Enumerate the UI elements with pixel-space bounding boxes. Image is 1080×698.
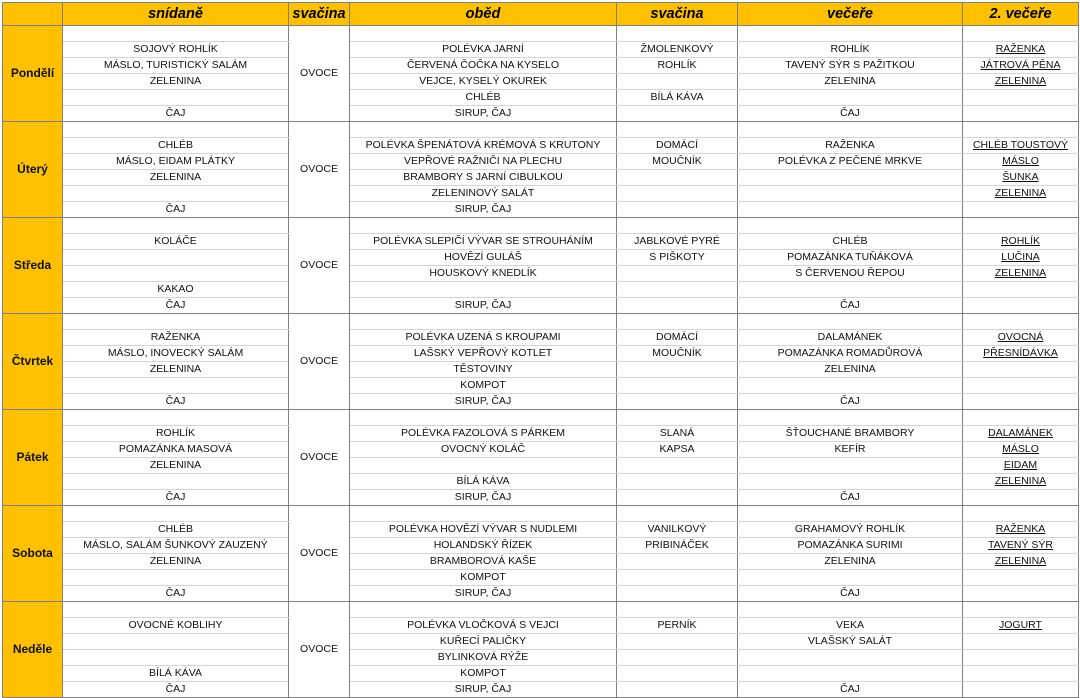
cell-snidane	[63, 474, 289, 490]
table-row	[3, 666, 1079, 682]
cell-vecere: ZELENINA	[738, 74, 963, 90]
cell-svacina-2	[617, 458, 738, 474]
table-row	[3, 26, 1079, 42]
table-row	[3, 538, 1079, 554]
cell-obed	[350, 458, 617, 474]
table-row	[3, 266, 1079, 282]
cell-snidane: MÁSLO, INOVECKÝ SALÁM	[63, 346, 289, 362]
cell-vecere: ČAJ	[738, 106, 963, 122]
cell-svacina-2	[617, 170, 738, 186]
cell-vecere: S ČERVENOU ŘEPOU	[738, 266, 963, 282]
header-obed: oběd	[350, 3, 617, 26]
cell-vecere: ČAJ	[738, 586, 963, 602]
cell-vecere	[738, 410, 963, 426]
cell-svacina-2: KAPSA	[617, 442, 738, 458]
table-row	[3, 378, 1079, 394]
cell-vecere: ČAJ	[738, 490, 963, 506]
cell-druha-vecere-text: OVOCNÁ	[997, 331, 1044, 343]
cell-svacina-2	[617, 362, 738, 378]
cell-snidane: CHLÉB	[63, 522, 289, 538]
table-row	[3, 138, 1079, 154]
cell-svacina-2: BÍLÁ KÁVA	[617, 90, 738, 106]
cell-obed: POLÉVKA HOVĚZÍ VÝVAR S NUDLEMI	[350, 522, 617, 538]
cell-druha-vecere-text: DALAMÁNEK	[988, 427, 1053, 439]
cell-vecere: ČAJ	[738, 298, 963, 314]
cell-obed: KOMPOT	[350, 378, 617, 394]
cell-vecere	[738, 570, 963, 586]
cell-svacina-2: S PIŠKOTY	[617, 250, 738, 266]
cell-svacina-2	[617, 378, 738, 394]
cell-druha-vecere	[963, 234, 1079, 250]
cell-snidane: ZELENINA	[63, 170, 289, 186]
cell-vecere	[738, 378, 963, 394]
cell-vecere	[738, 186, 963, 202]
cell-snidane: MÁSLO, TURISTICKÝ SALÁM	[63, 58, 289, 74]
cell-svacina-1: OVOCE	[289, 218, 350, 314]
cell-druha-vecere	[963, 26, 1079, 42]
cell-svacina-2: MOUČNÍK	[617, 154, 738, 170]
cell-obed: VEJCE, KYSELÝ OKUREK	[350, 74, 617, 90]
table-row	[3, 314, 1079, 330]
table-row	[3, 282, 1079, 298]
cell-obed: CHLÉB	[350, 90, 617, 106]
cell-obed: SIRUP, ČAJ	[350, 202, 617, 218]
cell-snidane: MÁSLO, EIDAM PLÁTKY	[63, 154, 289, 170]
cell-svacina-2	[617, 74, 738, 90]
cell-druha-vecere	[963, 554, 1079, 570]
cell-svacina-2	[617, 122, 738, 138]
cell-druha-vecere	[963, 426, 1079, 442]
cell-vecere	[738, 458, 963, 474]
cell-snidane	[63, 570, 289, 586]
cell-vecere	[738, 170, 963, 186]
cell-druha-vecere	[963, 682, 1079, 698]
cell-svacina-2	[617, 634, 738, 650]
cell-obed: BRAMBORY S JARNÍ CIBULKOU	[350, 170, 617, 186]
cell-snidane: ČAJ	[63, 490, 289, 506]
cell-druha-vecere-text: ZELENINA	[994, 187, 1047, 199]
cell-svacina-2: PERNÍK	[617, 618, 738, 634]
table-row	[3, 650, 1079, 666]
cell-druha-vecere-text: ŠUNKA	[1002, 171, 1039, 183]
table-row	[3, 602, 1079, 618]
day-name: Pátek	[3, 410, 63, 506]
cell-svacina-2: MOUČNÍK	[617, 346, 738, 362]
cell-druha-vecere-text: ROHLÍK	[1000, 235, 1041, 247]
cell-obed: POLÉVKA VLOČKOVÁ S VEJCI	[350, 618, 617, 634]
day-name: Úterý	[3, 122, 63, 218]
table-row	[3, 586, 1079, 602]
cell-obed	[350, 218, 617, 234]
table-row	[3, 522, 1079, 538]
cell-svacina-2	[617, 314, 738, 330]
cell-snidane: MÁSLO, SALÁM ŠUNKOVÝ ZAUZENÝ	[63, 538, 289, 554]
cell-obed: ČERVENÁ ČOČKA NA KYSELO	[350, 58, 617, 74]
cell-druha-vecere	[963, 410, 1079, 426]
header-svacina-1: svačina	[289, 3, 350, 26]
cell-vecere	[738, 122, 963, 138]
weekly-menu-table	[2, 2, 1079, 698]
cell-snidane: CHLÉB	[63, 138, 289, 154]
cell-obed: HOLANDSKÝ ŘÍZEK	[350, 538, 617, 554]
table-row	[3, 458, 1079, 474]
cell-vecere: TAVENÝ SÝR S PAŽITKOU	[738, 58, 963, 74]
cell-druha-vecere	[963, 634, 1079, 650]
cell-druha-vecere-text: MÁSLO	[1002, 155, 1039, 167]
table-row	[3, 106, 1079, 122]
cell-svacina-2	[617, 666, 738, 682]
cell-vecere: ROHLÍK	[738, 42, 963, 58]
cell-druha-vecere-text: TAVENÝ SÝR	[988, 539, 1053, 551]
cell-svacina-2: PRIBINÁČEK	[617, 538, 738, 554]
cell-snidane	[63, 218, 289, 234]
cell-vecere: POLÉVKA Z PEČENÉ MRKVE	[738, 154, 963, 170]
cell-druha-vecere-text: PŘESNÍDÁVKA	[983, 347, 1058, 359]
cell-svacina-2: DOMÁCÍ	[617, 330, 738, 346]
table-row	[3, 330, 1079, 346]
cell-druha-vecere	[963, 74, 1079, 90]
cell-obed: KOMPOT	[350, 666, 617, 682]
cell-snidane: OVOCNÉ KOBLIHY	[63, 618, 289, 634]
cell-snidane	[63, 90, 289, 106]
table-row	[3, 298, 1079, 314]
cell-vecere: POMAZÁNKA TUŇÁKOVÁ	[738, 250, 963, 266]
table-row	[3, 74, 1079, 90]
cell-druha-vecere	[963, 58, 1079, 74]
cell-druha-vecere-text: ZELENINA	[994, 267, 1047, 279]
cell-svacina-2	[617, 490, 738, 506]
cell-druha-vecere	[963, 218, 1079, 234]
cell-druha-vecere	[963, 42, 1079, 58]
cell-obed: SIRUP, ČAJ	[350, 586, 617, 602]
cell-svacina-2: DOMÁCÍ	[617, 138, 738, 154]
table-row	[3, 506, 1079, 522]
cell-snidane	[63, 266, 289, 282]
cell-snidane: KAKAO	[63, 282, 289, 298]
cell-obed	[350, 314, 617, 330]
cell-vecere: KEFÍR	[738, 442, 963, 458]
cell-svacina-2	[617, 650, 738, 666]
cell-svacina-2	[617, 570, 738, 586]
cell-druha-vecere-text: JÁTROVÁ PĚNA	[980, 59, 1061, 71]
cell-vecere: ČAJ	[738, 394, 963, 410]
cell-druha-vecere-text: RAŽENKA	[995, 523, 1046, 535]
table-row	[3, 426, 1079, 442]
table-row	[3, 234, 1079, 250]
cell-druha-vecere	[963, 538, 1079, 554]
cell-druha-vecere-text: MÁSLO	[1002, 443, 1039, 455]
cell-obed	[350, 122, 617, 138]
table-row	[3, 202, 1079, 218]
cell-obed: VEPŘOVÉ RAŽNIČI NA PLECHU	[350, 154, 617, 170]
cell-snidane: RAŽENKA	[63, 330, 289, 346]
cell-snidane: ČAJ	[63, 682, 289, 698]
cell-vecere	[738, 650, 963, 666]
cell-vecere	[738, 506, 963, 522]
header-snidane: snídaně	[63, 3, 289, 26]
header-blank	[3, 3, 63, 26]
table-row	[3, 218, 1079, 234]
table-row	[3, 42, 1079, 58]
cell-druha-vecere	[963, 106, 1079, 122]
cell-svacina-1: OVOCE	[289, 602, 350, 698]
cell-obed: POLÉVKA JARNÍ	[350, 42, 617, 58]
cell-druha-vecere	[963, 522, 1079, 538]
cell-druha-vecere	[963, 378, 1079, 394]
cell-snidane: KOLÁČE	[63, 234, 289, 250]
cell-druha-vecere	[963, 346, 1079, 362]
cell-druha-vecere	[963, 602, 1079, 618]
cell-svacina-2	[617, 554, 738, 570]
cell-druha-vecere	[963, 202, 1079, 218]
cell-svacina-2	[617, 26, 738, 42]
cell-obed	[350, 410, 617, 426]
cell-vecere: ZELENINA	[738, 554, 963, 570]
cell-druha-vecere-text: LUČINA	[1001, 251, 1040, 263]
cell-snidane	[63, 506, 289, 522]
cell-vecere: VLAŠSKÝ SALÁT	[738, 634, 963, 650]
cell-vecere	[738, 90, 963, 106]
cell-obed: HOUSKOVÝ KNEDLÍK	[350, 266, 617, 282]
cell-druha-vecere	[963, 490, 1079, 506]
cell-druha-vecere	[963, 250, 1079, 266]
cell-obed: LAŠSKÝ VEPŘOVÝ KOTLET	[350, 346, 617, 362]
cell-druha-vecere	[963, 282, 1079, 298]
cell-svacina-2: JABLKOVÉ PYRÉ	[617, 234, 738, 250]
cell-obed: SIRUP, ČAJ	[350, 394, 617, 410]
cell-druha-vecere	[963, 442, 1079, 458]
table-row	[3, 186, 1079, 202]
cell-svacina-1: OVOCE	[289, 314, 350, 410]
cell-svacina-2	[617, 586, 738, 602]
cell-vecere: POMAZÁNKA ROMADŮROVÁ	[738, 346, 963, 362]
cell-snidane: ZELENINA	[63, 554, 289, 570]
cell-obed: POLÉVKA FAZOLOVÁ S PÁRKEM	[350, 426, 617, 442]
cell-druha-vecere	[963, 650, 1079, 666]
table-row	[3, 122, 1079, 138]
cell-druha-vecere	[963, 186, 1079, 202]
cell-obed: SIRUP, ČAJ	[350, 298, 617, 314]
table-row	[3, 90, 1079, 106]
cell-druha-vecere	[963, 154, 1079, 170]
cell-druha-vecere-text: ZELENINA	[994, 75, 1047, 87]
cell-druha-vecere	[963, 314, 1079, 330]
table-row	[3, 682, 1079, 698]
cell-snidane	[63, 186, 289, 202]
cell-svacina-2	[617, 394, 738, 410]
cell-druha-vecere	[963, 122, 1079, 138]
cell-obed: POLÉVKA ŠPENÁTOVÁ KRÉMOVÁ S KRUTONY	[350, 138, 617, 154]
cell-obed: SIRUP, ČAJ	[350, 682, 617, 698]
table-row	[3, 250, 1079, 266]
header-druha-vecere: 2. večeře	[963, 3, 1079, 26]
cell-obed: KOMPOT	[350, 570, 617, 586]
cell-vecere	[738, 314, 963, 330]
cell-snidane: ČAJ	[63, 202, 289, 218]
cell-obed	[350, 26, 617, 42]
cell-druha-vecere-text: ZELENINA	[994, 555, 1047, 567]
cell-vecere: ŠŤOUCHANÉ BRAMBORY	[738, 426, 963, 442]
cell-obed	[350, 282, 617, 298]
cell-obed: OVOCNÝ KOLÁČ	[350, 442, 617, 458]
table-row	[3, 570, 1079, 586]
cell-druha-vecere	[963, 170, 1079, 186]
cell-snidane	[63, 602, 289, 618]
cell-svacina-2	[617, 282, 738, 298]
cell-snidane: ČAJ	[63, 298, 289, 314]
cell-svacina-2	[617, 106, 738, 122]
cell-svacina-2: ROHLÍK	[617, 58, 738, 74]
cell-svacina-2	[617, 218, 738, 234]
cell-svacina-2: SLANÁ	[617, 426, 738, 442]
cell-druha-vecere	[963, 458, 1079, 474]
cell-obed: BYLINKOVÁ RÝŽE	[350, 650, 617, 666]
cell-druha-vecere	[963, 138, 1079, 154]
table-row	[3, 490, 1079, 506]
cell-svacina-2	[617, 474, 738, 490]
cell-vecere: VEKA	[738, 618, 963, 634]
cell-snidane	[63, 122, 289, 138]
table-row	[3, 154, 1079, 170]
cell-druha-vecere-text: CHLÉB TOUSTOVÝ	[972, 139, 1069, 151]
cell-druha-vecere	[963, 330, 1079, 346]
cell-snidane: ZELENINA	[63, 74, 289, 90]
cell-druha-vecere	[963, 570, 1079, 586]
cell-svacina-2	[617, 682, 738, 698]
header-vecere: večeře	[738, 3, 963, 26]
cell-vecere	[738, 202, 963, 218]
cell-druha-vecere	[963, 586, 1079, 602]
cell-druha-vecere	[963, 90, 1079, 106]
day-name: Čtvrtek	[3, 314, 63, 410]
cell-svacina-1: OVOCE	[289, 26, 350, 122]
cell-obed: BRAMBOROVÁ KAŠE	[350, 554, 617, 570]
cell-vecere	[738, 218, 963, 234]
table-row	[3, 170, 1079, 186]
table-row	[3, 634, 1079, 650]
header-row	[3, 3, 1079, 26]
cell-vecere: DALAMÁNEK	[738, 330, 963, 346]
day-name: Středa	[3, 218, 63, 314]
cell-vecere: ZELENINA	[738, 362, 963, 378]
table-row	[3, 362, 1079, 378]
cell-snidane: POMAZÁNKA MASOVÁ	[63, 442, 289, 458]
cell-obed: SIRUP, ČAJ	[350, 490, 617, 506]
cell-snidane: ZELENINA	[63, 362, 289, 378]
day-name: Neděle	[3, 602, 63, 698]
cell-svacina-2: ŽMOLENKOVÝ	[617, 42, 738, 58]
cell-druha-vecere-text: ZELENINA	[994, 475, 1047, 487]
header-svacina-2: svačina	[617, 3, 738, 26]
day-name: Sobota	[3, 506, 63, 602]
table-row	[3, 410, 1079, 426]
cell-vecere: ČAJ	[738, 682, 963, 698]
cell-snidane	[63, 250, 289, 266]
table-row	[3, 618, 1079, 634]
cell-druha-vecere-text: EIDAM	[1003, 459, 1038, 471]
cell-svacina-1: OVOCE	[289, 506, 350, 602]
cell-snidane: BÍLÁ KÁVA	[63, 666, 289, 682]
cell-snidane	[63, 650, 289, 666]
cell-obed: POLÉVKA SLEPIČÍ VÝVAR SE STROUHÁNÍM	[350, 234, 617, 250]
cell-snidane: ZELENINA	[63, 458, 289, 474]
cell-svacina-2	[617, 186, 738, 202]
cell-snidane: ČAJ	[63, 394, 289, 410]
cell-vecere	[738, 474, 963, 490]
cell-druha-vecere-text: RAŽENKA	[995, 43, 1046, 55]
cell-snidane	[63, 634, 289, 650]
cell-druha-vecere	[963, 666, 1079, 682]
cell-snidane: ČAJ	[63, 586, 289, 602]
cell-svacina-2	[617, 266, 738, 282]
cell-svacina-2	[617, 410, 738, 426]
cell-druha-vecere-text: JOGURT	[999, 619, 1042, 631]
cell-obed: POLÉVKA UZENÁ S KROUPAMI	[350, 330, 617, 346]
day-name: Pondělí	[3, 26, 63, 122]
cell-svacina-1: OVOCE	[289, 122, 350, 218]
table-row	[3, 442, 1079, 458]
cell-svacina-1: OVOCE	[289, 410, 350, 506]
table-row	[3, 58, 1079, 74]
cell-snidane	[63, 314, 289, 330]
cell-obed	[350, 506, 617, 522]
cell-svacina-2	[617, 506, 738, 522]
cell-vecere	[738, 26, 963, 42]
cell-obed	[350, 602, 617, 618]
cell-vecere	[738, 602, 963, 618]
cell-snidane	[63, 26, 289, 42]
menu-body	[3, 26, 1079, 698]
cell-svacina-2	[617, 298, 738, 314]
cell-druha-vecere	[963, 474, 1079, 490]
cell-svacina-2	[617, 202, 738, 218]
cell-obed: HOVĚZÍ GULÁŠ	[350, 250, 617, 266]
cell-vecere	[738, 666, 963, 682]
cell-svacina-2	[617, 602, 738, 618]
table-row	[3, 554, 1079, 570]
cell-vecere: CHLÉB	[738, 234, 963, 250]
cell-snidane: ROHLÍK	[63, 426, 289, 442]
cell-druha-vecere	[963, 394, 1079, 410]
table-row	[3, 394, 1079, 410]
cell-vecere: GRAHAMOVÝ ROHLÍK	[738, 522, 963, 538]
cell-druha-vecere	[963, 506, 1079, 522]
cell-snidane: ČAJ	[63, 106, 289, 122]
cell-druha-vecere	[963, 266, 1079, 282]
cell-snidane	[63, 378, 289, 394]
table-row	[3, 474, 1079, 490]
cell-snidane	[63, 410, 289, 426]
cell-vecere	[738, 282, 963, 298]
cell-druha-vecere	[963, 618, 1079, 634]
cell-vecere: RAŽENKA	[738, 138, 963, 154]
cell-snidane: SOJOVÝ ROHLÍK	[63, 42, 289, 58]
table-row	[3, 346, 1079, 362]
cell-svacina-2: VANILKOVÝ	[617, 522, 738, 538]
cell-druha-vecere	[963, 362, 1079, 378]
cell-druha-vecere	[963, 298, 1079, 314]
cell-vecere: POMAZÁNKA SURIMI	[738, 538, 963, 554]
cell-obed: BÍLÁ KÁVA	[350, 474, 617, 490]
cell-obed: TĚSTOVINY	[350, 362, 617, 378]
cell-obed: ZELENINOVÝ SALÁT	[350, 186, 617, 202]
cell-obed: SIRUP, ČAJ	[350, 106, 617, 122]
cell-obed: KUŘECÍ PALIČKY	[350, 634, 617, 650]
